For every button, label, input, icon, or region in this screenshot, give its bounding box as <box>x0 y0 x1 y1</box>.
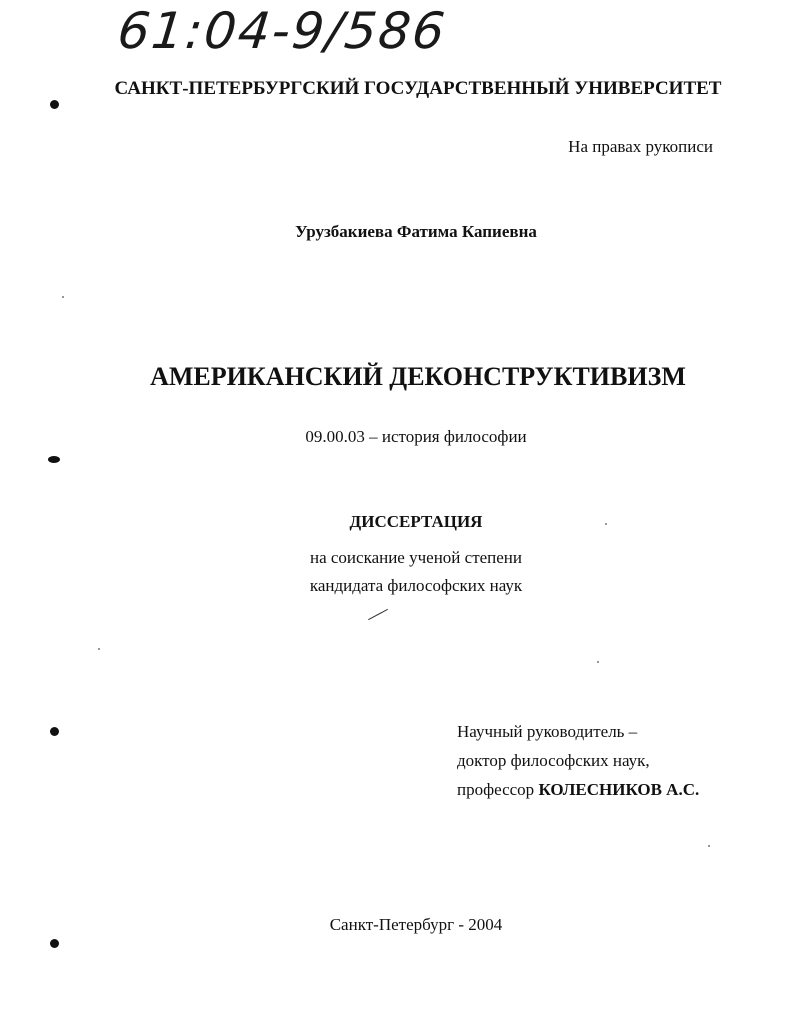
supervisor-position-line <box>457 775 699 804</box>
dissertation-title: АМЕРИКАНСКИЙ ДЕКОНСТРУКТИВИЗМ <box>150 362 686 391</box>
university-name: САНКТ-ПЕТЕРБУРГСКИЙ ГОСУДАРСТВЕННЫЙ УНИВЕРСИТЕТ <box>114 78 722 99</box>
supervisor-block <box>457 717 699 804</box>
pen-stroke-mark <box>368 609 388 620</box>
binding-hole-mark <box>50 100 59 109</box>
scan-speck <box>62 296 64 298</box>
supervisor-degree: доктор философских наук, <box>457 751 650 770</box>
binding-hole-mark <box>50 727 59 736</box>
author-name: Урузбакиева Фатима Капиевна <box>295 222 537 241</box>
binding-hole-mark <box>48 456 60 463</box>
scan-speck <box>98 648 100 650</box>
archive-code-handwritten: 61:04-9/586 <box>114 2 450 60</box>
manuscript-rights-note: На правах рукописи <box>568 137 713 156</box>
scan-speck <box>597 661 599 663</box>
scan-speck <box>605 523 607 525</box>
binding-hole-mark <box>50 939 59 948</box>
supervisor-name: КОЛЕСНИКОВ А.С. <box>538 780 700 799</box>
specialty-code: 09.00.03 – история философии <box>305 427 527 446</box>
supervisor-role: Научный руководитель – <box>457 722 638 741</box>
degree-line-2: кандидата философских наук <box>309 576 523 595</box>
supervisor-position: профессор <box>457 780 535 799</box>
city-year: Санкт-Петербург - 2004 <box>329 915 503 934</box>
document-type: ДИССЕРТАЦИЯ <box>349 512 483 531</box>
scan-speck <box>708 845 710 847</box>
degree-line-1: на соискание ученой степени <box>309 548 523 567</box>
